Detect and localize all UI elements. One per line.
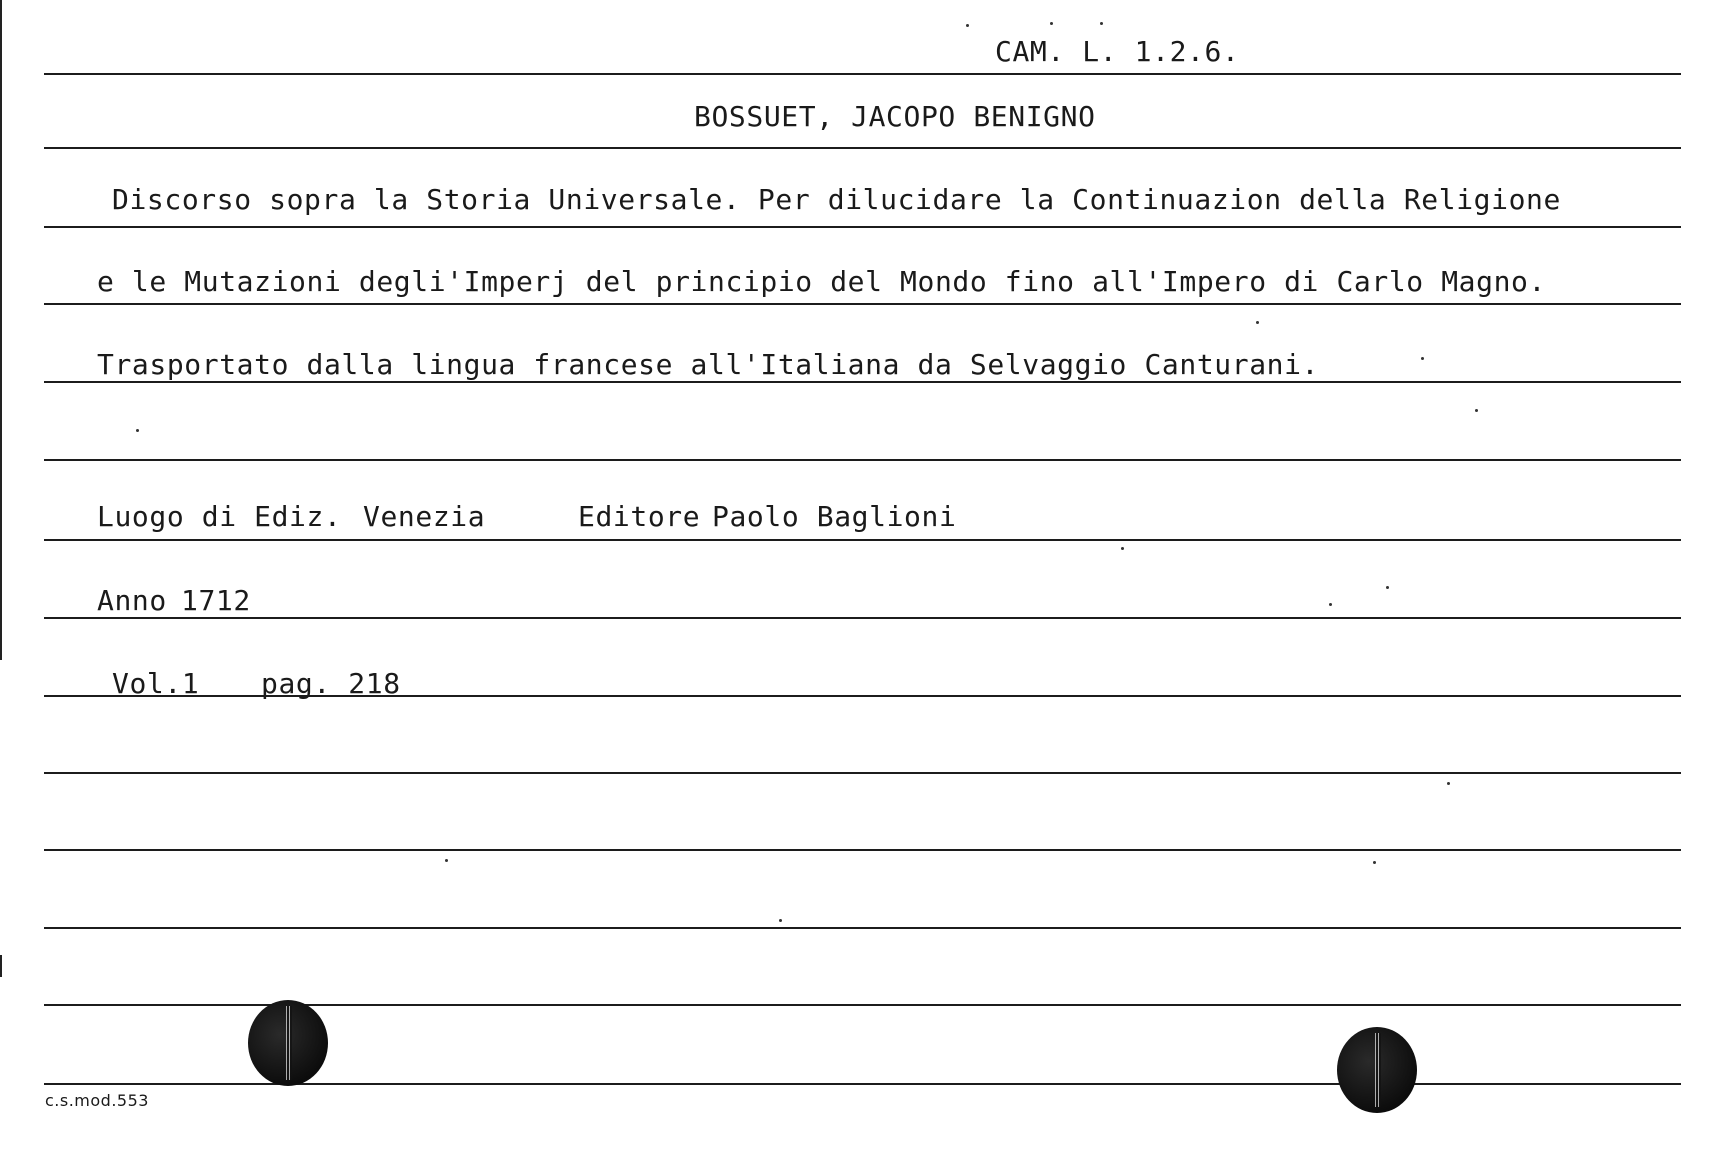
dust-speck <box>1373 861 1376 864</box>
dust-speck <box>1100 22 1103 25</box>
rule-line <box>44 772 1681 774</box>
dust-speck <box>1121 547 1124 550</box>
form-code: c.s.mod.553 <box>45 1091 149 1110</box>
title-line-2: e le Mutazioni degli'Imperj del principio del Mondo fino all'Impero di Carlo Magno. <box>97 265 1546 298</box>
dust-speck <box>1329 603 1332 606</box>
title-line-1: Discorso sopra la Storia Universale. Per dilucidare la Continuazion della Religione <box>112 183 1561 216</box>
dust-speck <box>1050 22 1053 25</box>
year-value: 1712 <box>181 584 251 617</box>
author-heading: BOSSUET, JACOPO BENIGNO <box>694 100 1096 133</box>
year-label: Anno <box>97 584 167 617</box>
place-label: Luogo di Ediz. <box>97 500 342 533</box>
rule-line <box>44 459 1681 461</box>
dust-speck <box>779 919 782 922</box>
rule-line <box>44 927 1681 929</box>
rule-line <box>44 73 1681 75</box>
publisher-label: Editore <box>578 500 701 533</box>
dust-speck <box>1256 321 1259 324</box>
place-value: Venezia <box>363 500 486 533</box>
rule-line <box>44 849 1681 851</box>
rule-line <box>44 539 1681 541</box>
rule-line <box>44 303 1681 305</box>
punch-hole-right <box>1337 1027 1417 1113</box>
card-left-edge <box>0 0 2 660</box>
punch-hole-left <box>248 1000 328 1086</box>
rule-line <box>44 147 1681 149</box>
shelfmark: CAM. L. 1.2.6. <box>995 35 1240 68</box>
publisher-value: Paolo Baglioni <box>712 500 957 533</box>
title-line-3: Trasportato dalla lingua francese all'Italiana da Selvaggio Canturani. <box>97 348 1320 381</box>
rule-line <box>44 381 1681 383</box>
dust-speck <box>1447 782 1450 785</box>
dust-speck <box>1421 357 1424 360</box>
dust-speck <box>445 859 448 862</box>
rule-line <box>44 617 1681 619</box>
dust-speck <box>966 24 969 27</box>
card-left-edge-mark <box>0 955 2 977</box>
volume: Vol.1 <box>112 667 200 700</box>
pages: pag. 218 <box>261 667 401 700</box>
dust-speck <box>1386 586 1389 589</box>
dust-speck <box>1475 409 1478 412</box>
dust-speck <box>136 429 139 432</box>
rule-line <box>44 226 1681 228</box>
